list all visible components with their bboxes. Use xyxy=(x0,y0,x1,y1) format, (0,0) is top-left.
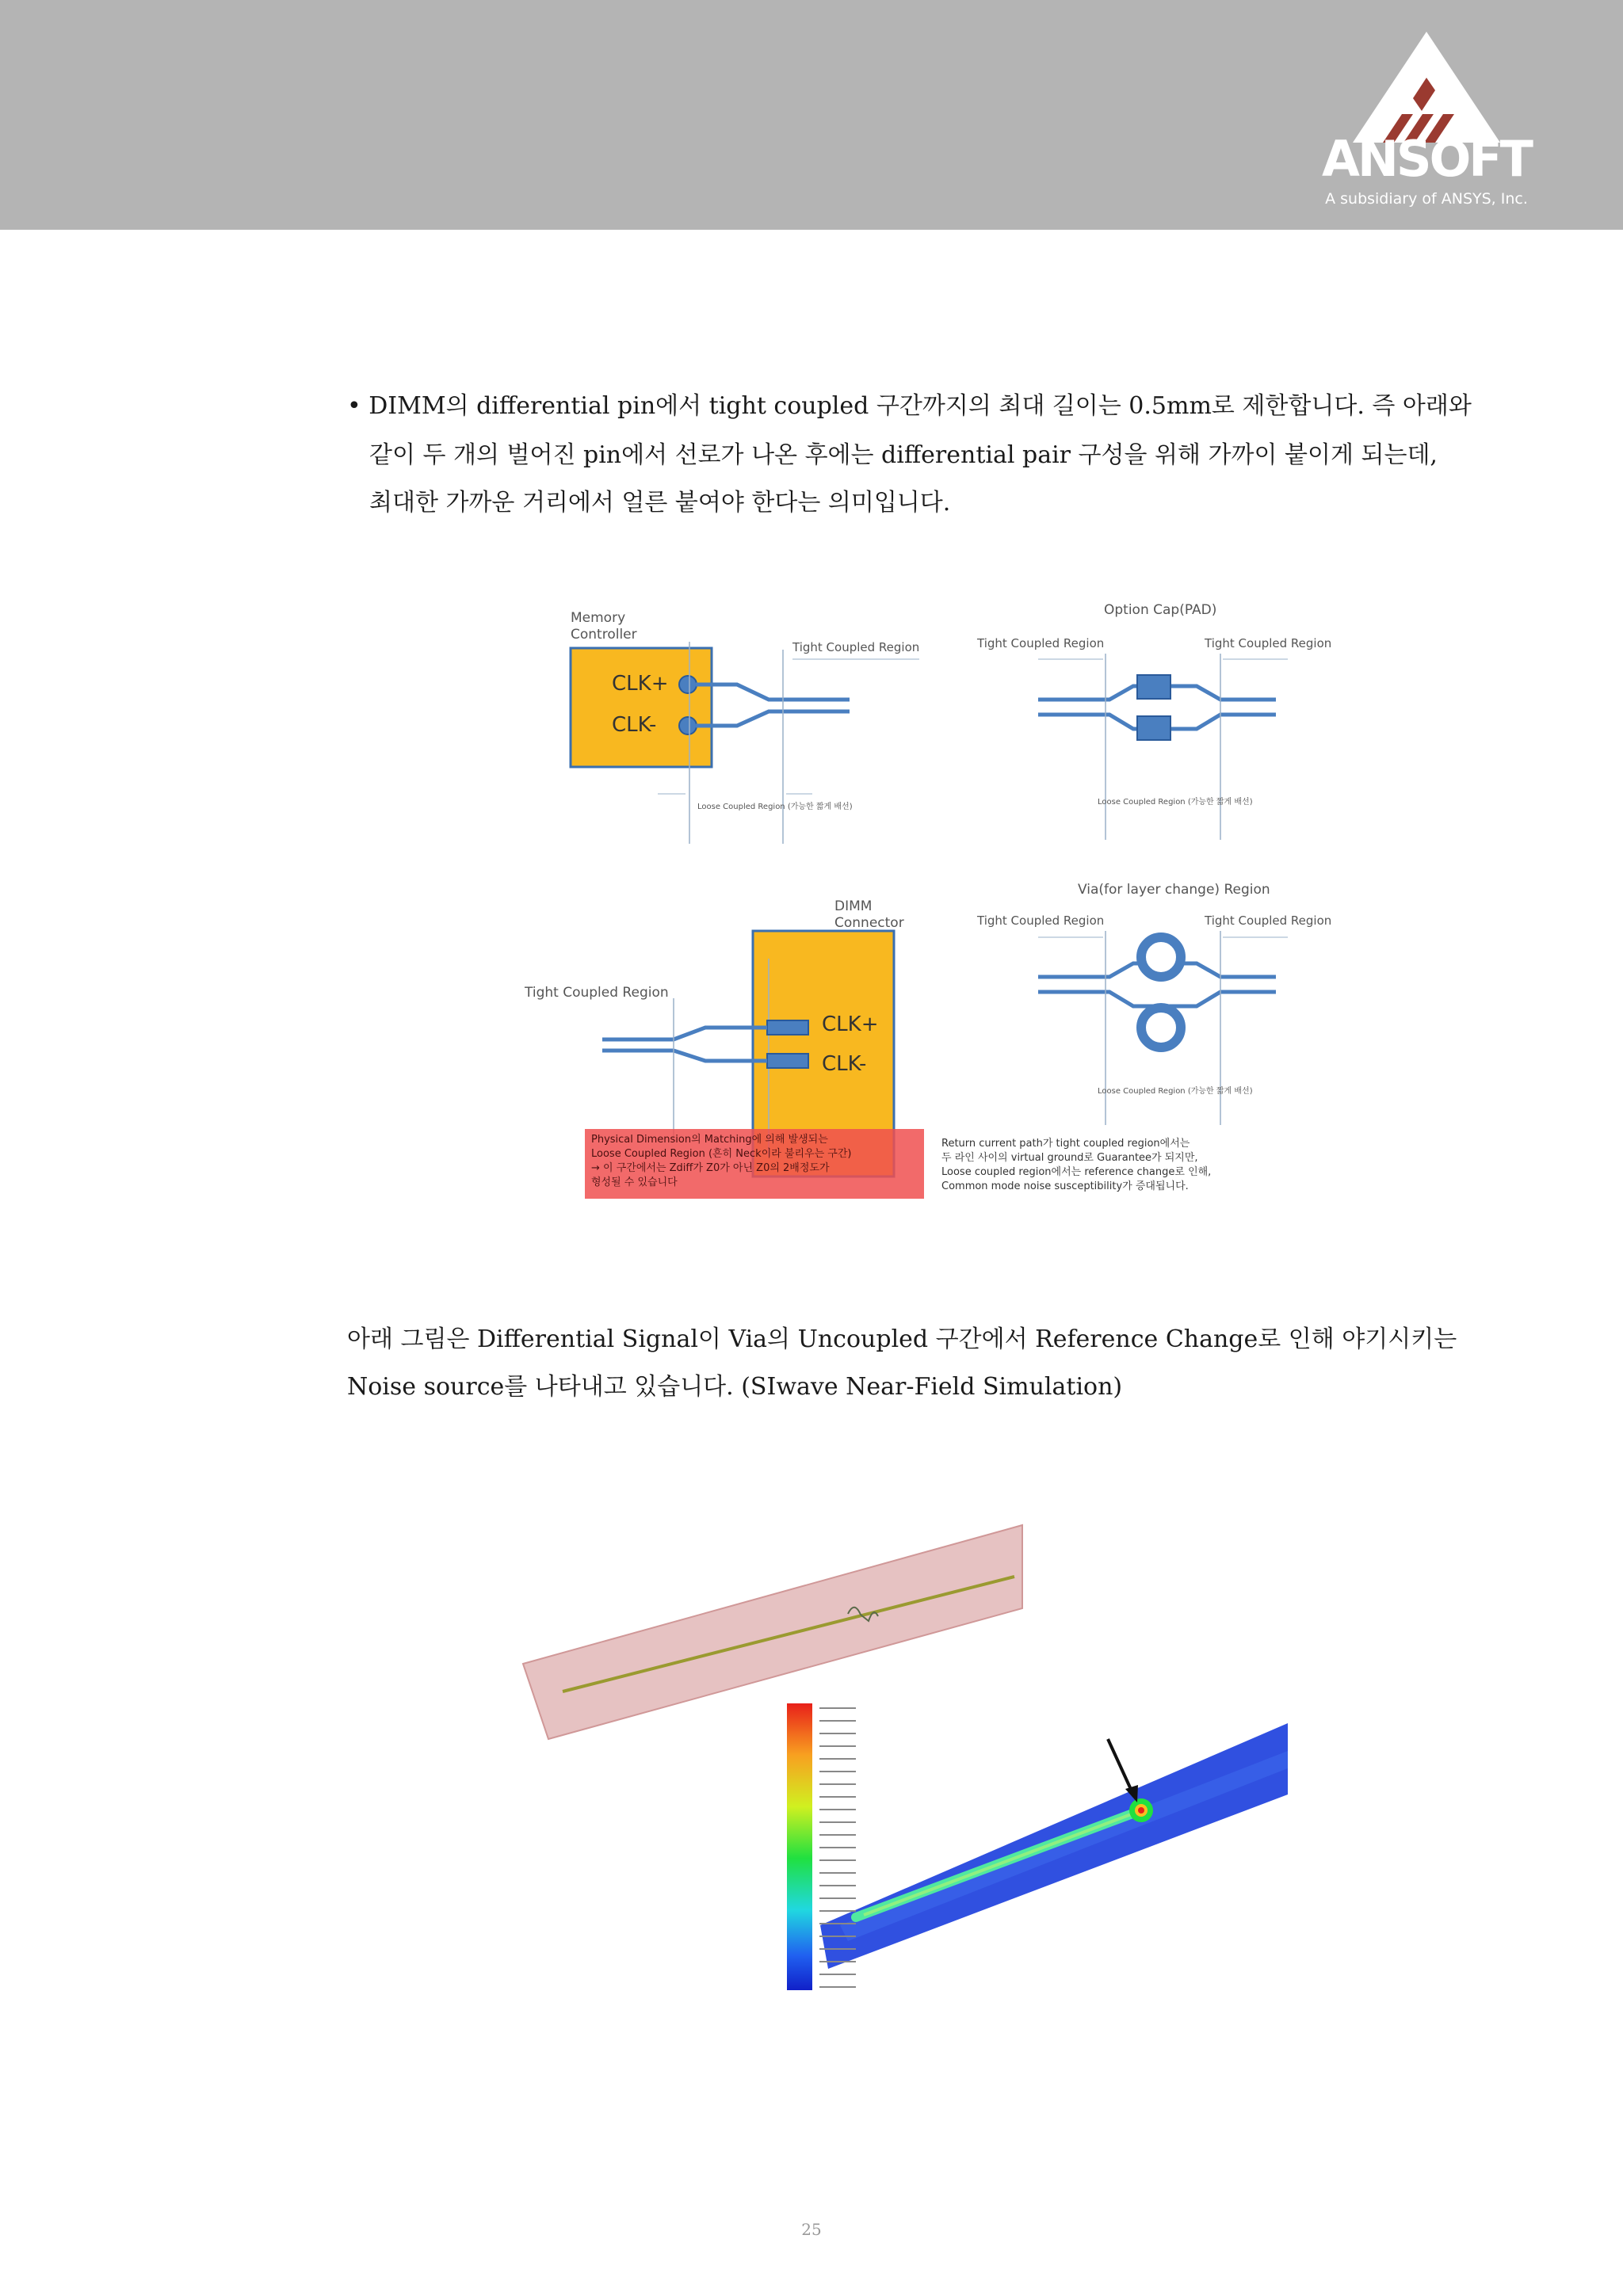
via-region-title: Via(for layer change) Region xyxy=(1078,882,1270,898)
tight-coupled-left-label: Tight Coupled Region xyxy=(977,636,1105,650)
paragraph-1-line-1: • DIMM의 differential pin에서 tight coupled 구간까지의 최대 길이는 0.5mm로 제한합니다. 즉 아래와 xyxy=(347,392,1472,420)
dimm-connector-label-2: Connector xyxy=(834,915,904,931)
logo-text: ANSOFT xyxy=(1322,130,1531,188)
paragraph-1-line-2: 같이 두 개의 벌어진 pin에서 선로가 나온 후에는 differential pair 구성을 위해 가까이 붙이게 되는데, xyxy=(369,441,1438,469)
page-header xyxy=(0,0,1623,230)
ansoft-logo xyxy=(1319,32,1533,214)
clk-plus-label-3: CLK+ xyxy=(822,1013,879,1036)
clk-minus-label-3: CLK- xyxy=(822,1052,867,1076)
page-number: 25 xyxy=(801,2220,822,2239)
tight-coupled-label-3: Tight Coupled Region xyxy=(525,985,669,1001)
paragraph-1-line-3: 최대한 가까운 거리에서 얼른 붙여야 한다는 의미입니다. xyxy=(369,489,951,517)
paragraph-2-line-2: Noise source를 나타내고 있습니다. (SIwave Near-Field Simulation) xyxy=(347,1373,1123,1401)
loose-coupled-label: Loose Coupled Region (가능한 짧게 배선) xyxy=(697,803,853,811)
tight-coupled-right-label: Tight Coupled Region xyxy=(1205,636,1332,650)
tight-coupled-label: Tight Coupled Region xyxy=(792,640,920,654)
coupling-diagram xyxy=(507,586,1363,1204)
tight-coupled-left-label-4: Tight Coupled Region xyxy=(977,913,1105,928)
nearfield-simulation-figure xyxy=(515,1521,1300,2012)
paragraph-2-line-1: 아래 그림은 Differential Signal이 Via의 Uncoupled 구간에서 Reference Change로 인해 야기시키는 xyxy=(347,1325,1457,1353)
memory-controller-label-1: Memory xyxy=(571,610,626,626)
return-current-note: Return current path가 tight coupled region에서는 두 라인 사이의 virtual ground로 Guarantee가 되지만, Loose coupled region에서는 reference change로 인해, Common mode noise susceptibility가 증대됩니다. xyxy=(941,1138,1212,1192)
memory-controller-label-2: Controller xyxy=(571,627,637,643)
loose-coupled-label-4: Loose Coupled Region (가능한 짧게 배선) xyxy=(1098,1087,1253,1096)
loose-coupled-label-2: Loose Coupled Region (가능한 짧게 배선) xyxy=(1098,798,1253,807)
neck-region-note: Physical Dimension의 Matching에 의해 발생되는 Loose Coupled Region (흔히 Neck이라 불리우는 구간) → 이 구간에서는 Zdiff가 Z0가 아닌 Z0의 2배정도가 형성될 수 있습니다 xyxy=(591,1134,852,1188)
scale-tick-labels xyxy=(816,1703,864,1990)
option-cap-title: Option Cap(PAD) xyxy=(1104,602,1217,618)
logo-triangle-icon xyxy=(1319,32,1533,143)
clk-plus-label: CLK+ xyxy=(612,672,669,696)
dimm-connector-label-1: DIMM xyxy=(834,898,873,914)
logo-subtitle: A subsidiary of ANSYS, Inc. xyxy=(1325,190,1528,208)
simulation-graphics xyxy=(515,1521,1300,2012)
tight-coupled-right-label-4: Tight Coupled Region xyxy=(1205,913,1332,928)
clk-minus-label: CLK- xyxy=(612,713,657,737)
